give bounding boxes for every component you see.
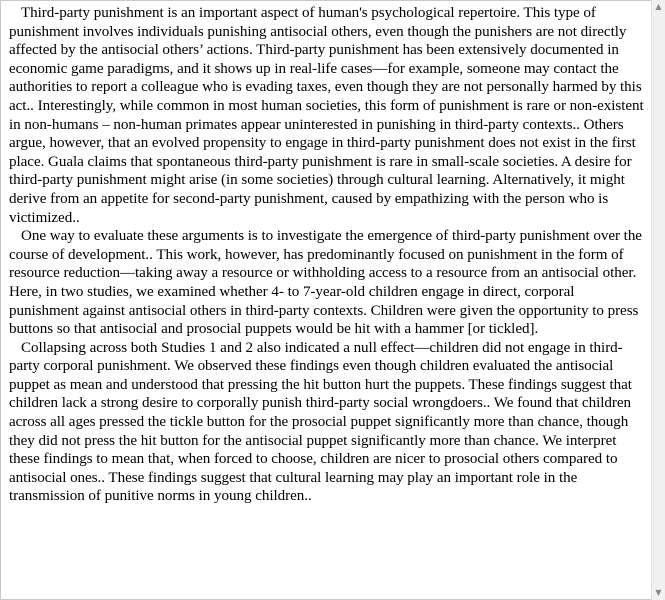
vertical-scrollbar[interactable] — [651, 0, 665, 600]
scroll-down-icon[interactable]: ▼ — [655, 588, 662, 597]
paragraph-2: One way to evaluate these arguments is to investigate the emergence of third-party punishment over the course of development.. This work, however, has predominantly focused on punishment in the form of resource reduction—taking away a resource or withholding access to a resource from an antisocial other. Here, in two studies, we examined whether 4- to 7-year-old children engage in direct, corporal punishment against antisocial others in third-party contexts. Children were given the opportunity to press buttons so that antisocial and prosocial puppets would be hit with a hammer [or tickled]. — [9, 228, 642, 338]
scroll-up-icon[interactable]: ▲ — [655, 2, 662, 11]
paragraph-1: Third-party punishment is an important aspect of human's psychological repertoire. This type of punishment involves individuals punishing antisocial others, even though the punishers are not directly affected by the antisocial others’ actions. Third-party punishment has been extensively documented in economic game paradigms, and it shows up in real-life cases—for example, someone may contact the authorities to report a colleague who is evading taxes, even though they are not personally harmed by this act.. Interestingly, while common in most human societies, this form of punishment is rare or non-existent in non-humans – non-human primates appear uninterested in punishing in third-party contexts.. Others argue, however, that an evolved propensity to engage in third-party punishment does not exist in the first place. Guala claims that spontaneous third-party punishment is rare in small-scale societies. A desire for third-party punishment might arise (in some societies) through cultural learning. Alternatively, it might derive from an appetite for second-party punishment, caused by empathizing with the person who is victimized.. — [9, 5, 644, 226]
paragraph-3: Collapsing across both Studies 1 and 2 also indicated a null effect—children did not engage in third-party corporal punishment. We observed these findings even though children evaluated the antisocial puppet as mean and understood that pressing the hit button hurt the puppets. These findings suggest that children lack a strong desire to corporally punish third-party social wrongdoers.. We found that children across all ages pressed the tickle button for the prosocial puppet significantly more than chance, though they did not press the hit button for the antisocial puppet significantly more than chance. We interpret these findings to mean that, when forced to choose, children are nicer to prosocial others compared to antisocial ones.. These findings suggest that cultural learning may play an important role in the transmission of punitive norms in young children.. — [9, 339, 632, 505]
document-text[interactable] — [9, 4, 644, 506]
